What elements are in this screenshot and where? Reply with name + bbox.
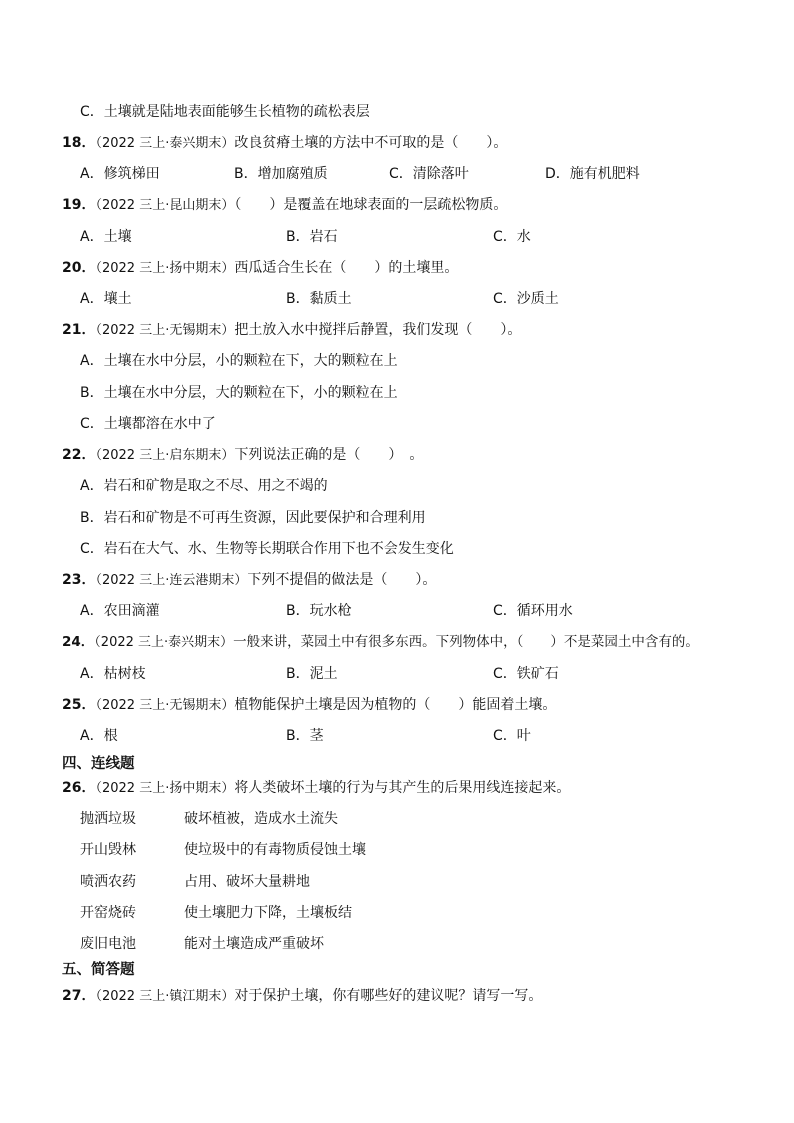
question-20 xyxy=(62,258,458,278)
question-26 xyxy=(62,778,570,798)
section-title-matching: 四、连线题 xyxy=(62,756,135,772)
q22-option-a: A．岩石和矿物是取之不尽、用之不竭的 xyxy=(80,478,328,494)
q18-option-c: C．清除落叶 xyxy=(389,166,469,182)
question-number: 25． xyxy=(62,697,96,713)
matching-left-item[interactable]: 抛洒垃圾 xyxy=(80,811,136,827)
q20-option-c: C．沙质土 xyxy=(493,291,559,307)
question-number: 23． xyxy=(62,572,96,588)
question-text: 对于保护土壤，你有哪些好的建议呢？请写一写。 xyxy=(234,988,543,1004)
q24-option-a: A．枯树枝 xyxy=(80,666,146,682)
question-text: 一般来讲，菜园土中有很多东西。下列物体中，（ ）不是菜园土中含有的。 xyxy=(233,634,699,650)
q22-option-c: C．岩石在大气、水、生物等长期联合作用下也不会发生变化 xyxy=(80,541,454,557)
q19-option-b: B．岩石 xyxy=(286,229,338,245)
question-text: 下列说法正确的是（ ） 。 xyxy=(234,447,424,463)
question-text: 西瓜适合生长在（ ）的土壤里。 xyxy=(234,260,459,276)
question-21 xyxy=(62,320,521,340)
question-number: 24． xyxy=(62,634,95,650)
question-text: 改良贫瘠土壤的方法中不可取的是（ ）。 xyxy=(234,135,508,151)
question-text: 将人类破坏土壤的行为与其产生的后果用线连接起来。 xyxy=(234,780,571,796)
question-22 xyxy=(62,445,423,465)
matching-right-item[interactable]: 能对土壤造成严重破坏 xyxy=(184,936,324,952)
question-source: （2022 三上·镇江期末） xyxy=(95,989,235,1004)
q24-option-c: C．铁矿石 xyxy=(493,666,559,682)
question-23 xyxy=(62,570,436,590)
q25-option-c: C．叶 xyxy=(493,728,531,744)
q19-option-c: C．水 xyxy=(493,229,531,245)
q20-option-b: B．黏质土 xyxy=(286,291,352,307)
question-text: （ ）是覆盖在地球表面的一层疏松物质。 xyxy=(234,197,508,213)
question-source: （2022 三上·无锡期末） xyxy=(95,323,235,338)
q23-option-c: C．循环用水 xyxy=(493,603,573,619)
q23-option-b: B．玩水枪 xyxy=(286,603,352,619)
question-number: 21． xyxy=(62,322,96,338)
q23-option-a: A．农田滴灌 xyxy=(80,603,160,619)
question-number: 18． xyxy=(62,135,96,151)
question-source: （2022 三上·启东期末） xyxy=(95,448,235,463)
q21-option-a: A．土壤在水中分层，小的颗粒在下，大的颗粒在上 xyxy=(80,353,398,369)
section-title-short-answer: 五、简答题 xyxy=(62,962,135,978)
matching-left-item[interactable]: 喷洒农药 xyxy=(80,874,136,890)
q18-option-a: A．修筑梯田 xyxy=(80,166,160,182)
question-source: （2022 三上·泰兴期末） xyxy=(94,635,234,650)
question-source: （2022 三上·无锡期末） xyxy=(95,698,235,713)
question-19 xyxy=(62,195,507,215)
q20-option-a: A．壤土 xyxy=(80,291,132,307)
q18-option-d: D．施有机肥料 xyxy=(545,166,640,182)
question-number: 22． xyxy=(62,447,96,463)
question-18 xyxy=(62,133,507,153)
question-source: （2022 三上·泰兴期末） xyxy=(95,136,235,151)
q25-option-b: B．茎 xyxy=(286,728,324,744)
q21-option-b: B．土壤在水中分层，大的颗粒在下，小的颗粒在上 xyxy=(80,385,398,401)
q24-option-b: B．泥土 xyxy=(286,666,338,682)
q18-option-b: B．增加腐殖质 xyxy=(234,166,328,182)
question-text: 下列不提倡的做法是（ ）。 xyxy=(247,572,437,588)
question-text: 把土放入水中搅拌后静置，我们发现（ ）。 xyxy=(234,322,522,338)
q19-option-a: A．土壤 xyxy=(80,229,132,245)
question-24 xyxy=(62,632,699,652)
matching-left-item[interactable]: 开窑烧砖 xyxy=(80,905,136,921)
matching-right-item[interactable]: 使土壤肥力下降，土壤板结 xyxy=(184,905,352,921)
matching-right-item[interactable]: 破坏植被，造成水土流失 xyxy=(184,811,338,827)
matching-right-item[interactable]: 占用、破坏大量耕地 xyxy=(184,874,310,890)
matching-left-item[interactable]: 开山毁林 xyxy=(80,842,136,858)
question-25 xyxy=(62,695,556,715)
question-source: （2022 三上·扬中期末） xyxy=(95,781,235,796)
matching-right-item[interactable]: 使垃圾中的有毒物质侵蚀土壤 xyxy=(184,842,366,858)
question-text: 植物能保护土壤是因为植物的（ ）能固着土壤。 xyxy=(234,697,557,713)
question-source: （2022 三上·连云港期末） xyxy=(95,573,248,588)
question-source: （2022 三上·扬中期末） xyxy=(95,261,235,276)
q25-option-a: A．根 xyxy=(80,728,118,744)
question-number: 26． xyxy=(62,780,96,796)
question-number: 19． xyxy=(62,197,96,213)
question-27 xyxy=(62,986,542,1006)
question-source: （2022 三上·昆山期末） xyxy=(95,198,235,213)
q22-option-b: B．岩石和矿物是不可再生资源，因此要保护和合理利用 xyxy=(80,510,426,526)
q17-option-c: C．土壤就是陆地表面能够生长植物的疏松表层 xyxy=(80,104,370,120)
question-number: 20． xyxy=(62,260,96,276)
matching-left-item[interactable]: 废旧电池 xyxy=(80,936,136,952)
q21-option-c: C．土壤都溶在水中了 xyxy=(80,416,216,432)
question-number: 27． xyxy=(62,988,96,1004)
